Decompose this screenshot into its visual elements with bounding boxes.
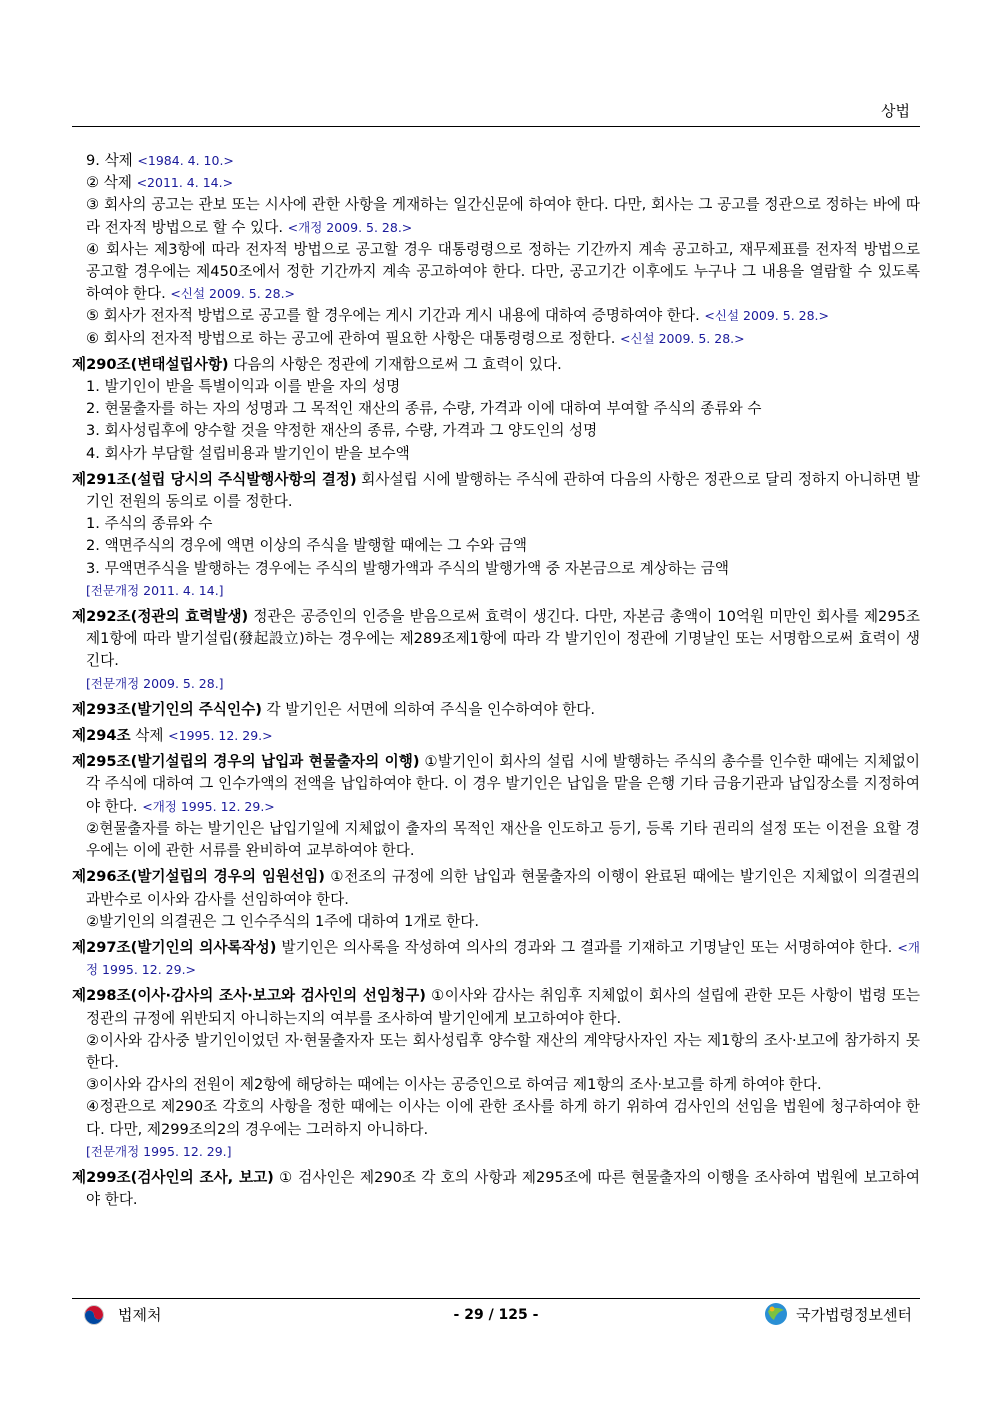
text-line	[72, 194, 920, 238]
article-heading: 제295조(발기설립의 경우의 납입과 현물출자의 이행)	[72, 753, 420, 771]
page-number: - 29 / 125 -	[453, 1307, 539, 1323]
text-line	[72, 239, 920, 306]
footer-center-name: 국가법령정보센터	[796, 1305, 912, 1324]
text-run: 삭제	[130, 727, 169, 745]
text-run: 3. 무액면주식을 발행하는 경우에는 주식의 발행가액과 주식의 발행가액 중 자본금으로 계상하는 금액	[86, 559, 729, 577]
text-run: 2. 액면주식의 경우에 액면 이상의 주식을 발행할 때에는 그 수와 금액	[86, 537, 527, 555]
text-line	[72, 1030, 920, 1074]
text-line	[72, 398, 920, 420]
globe-logo-icon	[764, 1302, 788, 1326]
text-run: ⑥ 회사의 전자적 방법으로 하는 공고에 관하여 필요한 사항은 대통령령으로 정한다.	[86, 329, 620, 347]
text-line	[72, 354, 920, 376]
text-run: ⑤ 회사가 전자적 방법으로 공고를 할 경우에는 게시 기간과 게시 내용에 대하여 증명하여야 한다.	[86, 307, 705, 325]
text-line	[72, 699, 920, 721]
amendment-note: [전문개정 2011. 4. 14.]	[86, 582, 224, 598]
article-heading: 제297조(발기인의 의사록작성)	[72, 938, 277, 956]
article-heading: 제292조(정관의 효력발생)	[72, 608, 249, 626]
text-line	[72, 172, 920, 194]
text-run: ③이사와 감사의 전원이 제2항에 해당하는 때에는 이사는 공증인으로 하여금 제1항의 조사·보고를 하게 하여야 한다.	[86, 1076, 822, 1094]
article-heading: 제293조(발기인의 주식인수)	[72, 700, 262, 718]
footer-right	[764, 1302, 912, 1326]
text-line	[72, 1167, 920, 1211]
text-line	[72, 1074, 920, 1096]
text-line	[72, 376, 920, 398]
text-run: ① 검사인은 제290조 각 호의 사항과 제295조에 따른 현물출자의 이행을 조사하여 법원에 보고하여야 한다.	[86, 1168, 920, 1209]
amendment-note: [전문개정 1995. 12. 29.]	[86, 1143, 232, 1159]
text-run: ④정관으로 제290조 각호의 사항을 정한 때에는 이사는 이에 관한 조사를 하게 하기 위하여 검사인의 선임을 법원에 청구하여야 한다. 다만, 제299조의2의 경우에는 그러하지 아니하다.	[86, 1098, 920, 1138]
text-line	[72, 443, 920, 465]
amendment-note: <개정 1995. 12. 29.>	[142, 798, 275, 814]
text-line	[72, 751, 920, 818]
text-line	[72, 1096, 920, 1140]
text-run: 정관은 공증인의 인증을 받음으로써 효력이 생긴다. 다만, 자본금 총액이 10억원 미만인 회사를 제295조제1항에 따라 발기설립(發起設立)하는 경우에는 제289조제1항에 따라 각 발기인이 정관에 기명날인 또는 서명함으로써 효력이 생긴다.	[86, 608, 921, 670]
amendment-note: <개정 2009. 5. 28.>	[287, 219, 413, 235]
text-line	[72, 535, 920, 557]
text-line	[72, 937, 920, 981]
text-line	[72, 866, 920, 910]
text-run: 1. 발기인이 받을 특별이익과 이를 받을 자의 성명	[86, 378, 401, 396]
text-line	[72, 580, 920, 602]
text-run: 9. 삭제	[86, 152, 138, 169]
amendment-note: <1984. 4. 10.>	[137, 153, 234, 168]
text-run: ①발기인이 회사의 설립 시에 발행하는 주식의 총수를 인수한 때에는 지체없이 각 주식에 대하여 그 인수가액의 전액을 납입하여야 한다. 이 경우 발기인은 납입을 맡을 은행 기타 금융기관과 납입장소를 지정하여야 한다.	[86, 753, 920, 815]
text-run: ③ 회사의 공고는 관보 또는 시사에 관한 사항을 게재하는 일간신문에 하여야 한다. 다만, 회사는 그 공고를 정관으로 정하는 바에 따라 전자적 방법으로 할 수 있다.	[86, 196, 920, 236]
page-header-title: 상법	[881, 102, 910, 120]
article-heading: 제298조(이사·감사의 조사·보고와 검사인의 선임청구)	[72, 987, 426, 1005]
text-run: 발기인은 의사록을 작성하여 의사의 경과와 그 결과를 기재하고 기명날인 또는 서명하여야 한다.	[276, 938, 898, 956]
article-heading: 제299조(검사인의 조사, 보고)	[72, 1168, 274, 1186]
text-line	[72, 725, 920, 747]
text-line	[72, 911, 920, 933]
text-run: 4. 회사가 부담할 설립비용과 발기인이 받을 보수액	[86, 444, 410, 462]
text-line	[72, 469, 920, 513]
header-divider	[72, 126, 920, 127]
article-heading: 제294조	[72, 727, 131, 745]
text-run: 다음의 사항은 정관에 기재함으로써 그 효력이 있다.	[228, 355, 562, 373]
text-run: ④ 회사는 제3항에 따라 전자적 방법으로 공고할 경우 대통령령으로 정하는 기간까지 계속 공고하고, 재무제표를 전자적 방법으로 공고할 경우에는 제450조에서 정한 기간까지 계속 공고하여야 한다. 다만, 공고기간 이후에도 누구나 그 내용을 열람할 수 있도록 하여야 한다.	[86, 240, 920, 303]
text-line	[72, 558, 920, 580]
text-line	[72, 305, 920, 327]
text-run: ①이사와 감사는 취임후 지체없이 회사의 설립에 관한 모든 사항이 법령 또는 정관의 규정에 위반되지 아니하는지의 여부를 조사하여 발기인에게 보고하여야 한다.	[86, 987, 920, 1027]
text-line	[72, 985, 920, 1029]
text-run: ①전조의 규정에 의한 납입과 현물출자의 이행이 완료된 때에는 발기인은 지체없이 의결권의 과반수로 이사와 감사를 선임하여야 한다.	[86, 868, 920, 908]
text-run: ② 삭제	[86, 174, 137, 192]
text-run: ②현물출자를 하는 발기인은 납입기일에 지체없이 출자의 목적인 재산을 인도하고 등기, 등록 기타 권리의 설정 또는 이전을 요할 경우에는 이에 관한 서류를 완비하여 교부하여야 한다.	[86, 819, 920, 860]
text-line	[72, 673, 920, 695]
text-line	[72, 420, 920, 442]
amendment-note: <신설 2009. 5. 28.>	[170, 286, 296, 302]
text-run: 3. 회사성립후에 양수할 것을 약정한 재산의 종류, 수량, 가격과 그 양도인의 성명	[86, 422, 598, 440]
text-run: 각 발기인은 서면에 의하여 주식을 인수하여야 한다.	[261, 700, 596, 718]
text-line	[72, 328, 920, 350]
text-line	[72, 150, 920, 172]
text-run: ②발기인의 의결권은 그 인수주식의 1주에 대하여 1개로 한다.	[86, 912, 480, 930]
footer-org-name: 법제처	[118, 1306, 162, 1324]
amendment-note: [전문개정 2009. 5. 28.]	[86, 675, 224, 691]
amendment-note: <신설 2009. 5. 28.>	[704, 308, 829, 324]
amendment-note: <신설 2009. 5. 28.>	[619, 330, 745, 346]
text-line	[72, 1141, 920, 1163]
amendment-note: <개정 1995. 12. 29.>	[86, 939, 920, 978]
text-line	[72, 606, 920, 673]
document-body	[72, 150, 920, 1211]
text-run: 1. 주식의 종류와 수	[86, 515, 213, 533]
text-run: 회사설립 시에 발행하는 주식에 관하여 다음의 사항은 정관으로 달리 정하지 아니하면 발기인 전원의 동의로 이를 정한다.	[86, 470, 921, 511]
text-line	[72, 818, 920, 862]
article-heading: 제291조(설립 당시의 주식발행사항의 결정)	[72, 470, 357, 488]
text-run: ②이사와 감사중 발기인이었던 자·현물출자자 또는 회사성립후 양수할 재산의 계약당사자인 자는 제1항의 조사·보고에 참가하지 못한다.	[86, 1031, 920, 1071]
text-run: 2. 현물출자를 하는 자의 성명과 그 목적인 재산의 종류, 수량, 가격과 이에 대하여 부여할 주식의 종류와 수	[86, 400, 762, 418]
article-heading: 제296조(발기설립의 경우의 임원선임)	[72, 868, 325, 886]
amendment-note: <2011. 4. 14.>	[136, 175, 234, 191]
amendment-note: <1995. 12. 29.>	[168, 728, 273, 744]
footer-divider	[72, 1298, 920, 1299]
article-heading: 제290조(변태설립사항)	[72, 355, 229, 373]
text-line	[72, 513, 920, 535]
